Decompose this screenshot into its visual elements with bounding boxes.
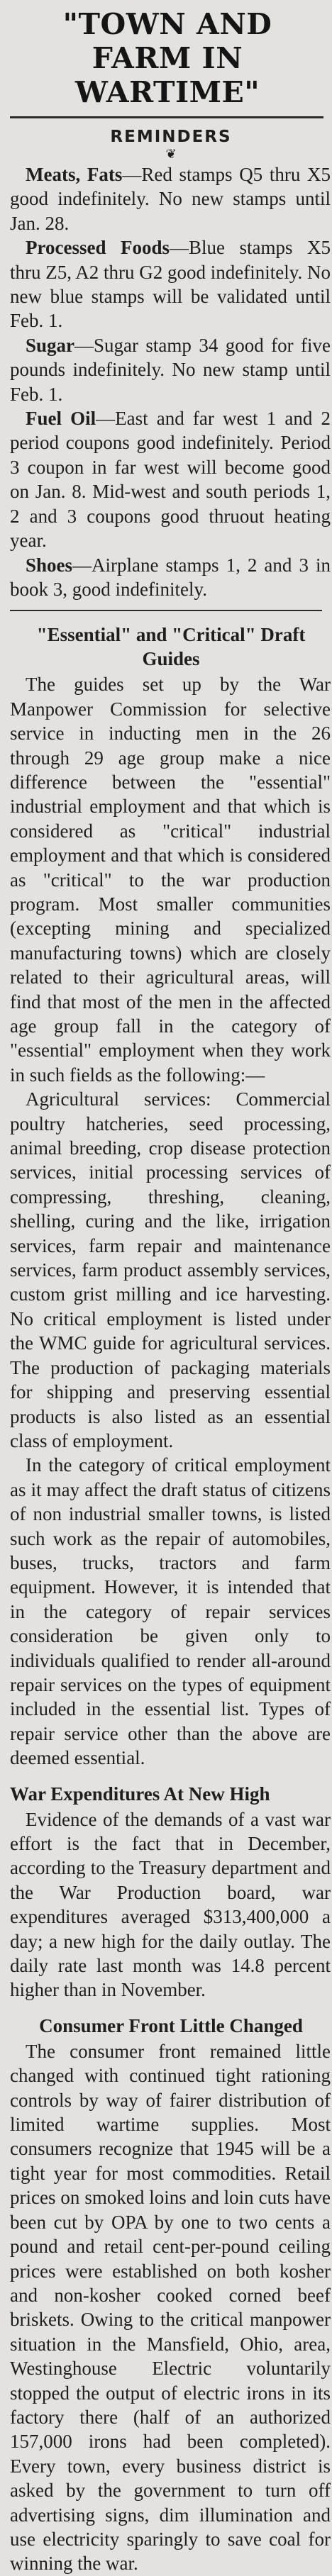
headline-rule bbox=[10, 116, 323, 118]
consumer-front-title: Consumer Front Little Changed bbox=[39, 2014, 303, 2036]
reminder-text: —Sugar stamp 34 good for five pounds indefinitely. No new stamp until Feb. 1. bbox=[10, 334, 331, 405]
war-expenditures-paragraph: Evidence of the demands of a vast war effort is the fact that in December, according to the Treasury department and the War Production board, war expenditures averaged $313,400,000 a day; a new high for the daily outlay. The daily rate last month was 14.8 percent higher than in November. bbox=[10, 1808, 331, 2001]
reminder-label: Fuel Oil bbox=[26, 408, 96, 430]
consumer-front-paragraph: The consumer front remained little changed with continued tight rationing controls by way of fairer distribution of limited wartime supplies. Most consumers recognize that 1945 will be a tight year for most commodities. Retail prices on smoked loins and loin cuts have been cut by OPA by one to two cents a pound and retail cent-per-pound ceiling prices were established on both kosher and non-kosher cooked corned beef briskets. Owing to the critical manpower situation in the Mansfield, Ohio, area, Westinghouse Electric voluntarily stopped the output of electric irons in its factory there (half of an authorized 157,000 irons had been completed). Every town, every business district is asked by the government to turn off advertising signs, dim illumination and use electricity sparingly to save coal for winning the war. bbox=[10, 2040, 331, 2575]
reminder-item-shoes bbox=[10, 553, 332, 602]
reminders-title: REMINDERS bbox=[110, 128, 232, 146]
reminder-text: —East and far west 1 and 2 period coupons good indefinitely. Period 3 coupon in far west will become good on Jan. 8. Mid-west and south periods 1, 2 and 3 coupons good thruout heating year. bbox=[10, 408, 331, 552]
reminder-item-fuel-oil bbox=[10, 406, 332, 552]
war-expenditures-title: War Expenditures At New High bbox=[10, 1783, 270, 1805]
reminder-label: Processed Foods bbox=[26, 237, 170, 259]
draft-paragraph: The guides set up by the War Manpower Commission for selective service in inducting men in the 26 through 29 age group make a nice difference between the "essential" industrial employment and that which is considered as "critical" industrial employment and that which is considered as "critical" to the war production program. Most smaller communities (excepting mining and specialized manufacturing towns) which are closely related to their agricultural areas, will find that most of the men in the affected age group fall in the category of "essential" employment when they work in such fields as the following:— bbox=[10, 674, 331, 1086]
reminder-label: Sugar bbox=[26, 334, 75, 356]
reminder-text: —Blue stamps X5 thru Z5, A2 thru G2 good indefinitely. No new blue stamps will be validated until Feb. 1. bbox=[10, 237, 331, 332]
reminders-ornament: ❦ bbox=[165, 147, 177, 161]
reminder-text: —Airplane stamps 1, 2 and 3 in book 3, good indefinitely. bbox=[10, 554, 331, 600]
headline: "TOWN AND FARM IN WARTIME" bbox=[62, 7, 272, 109]
reminder-item-processed-foods bbox=[10, 235, 332, 333]
draft-guides-title: "Essential" and "Critical" Draft Guides bbox=[36, 624, 306, 670]
reminder-label: Shoes bbox=[26, 554, 73, 576]
section-rule bbox=[10, 610, 322, 611]
reminder-item-sugar bbox=[10, 333, 332, 406]
draft-paragraph: Agricultural services: Commercial poultry hatcheries, seed processing, animal breeding, crop disease protection services, initial processing services of compressing, threshing, cleaning, shelling, curing and the like, irrigation services, farm repair and maintenance services, farm product assembly services, custom grist milling and ice harvesting. No critical employment is listed under the WMC guide for agricultural services. The production of packaging materials for shipping and preserving essential products is also listed as an essential class of employment. bbox=[10, 1088, 331, 1451]
reminder-item-meats bbox=[10, 162, 332, 235]
reminder-label: Meats, Fats bbox=[26, 164, 123, 185]
reminder-text: —Red stamps Q5 thru X5 good indefinitely. No new stamps until Jan. 28. bbox=[10, 164, 331, 234]
draft-paragraph: In the category of critical employment as it may affect the draft status of citizens of non industrial smaller towns, is listed such work as the repair of automobiles, buses, trucks, tractors and farm equipment. However, it is intended that in the category of repair services consideration be given only to individuals qualified to render all-around repair services on the types of equipment included in the essential list. Types of repair service other than the above are deemed essential. bbox=[10, 1454, 331, 1769]
